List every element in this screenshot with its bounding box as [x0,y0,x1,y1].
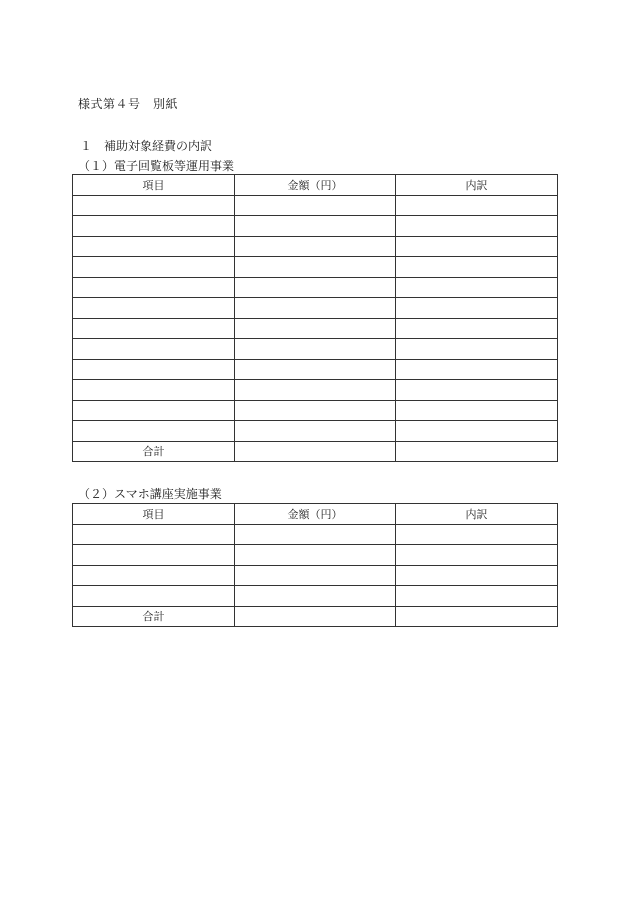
table-row [73,400,558,421]
amount-cell [235,195,396,216]
column-header-item: 項目 [73,175,235,196]
breakdown-cell [396,565,558,586]
item-cell [73,257,235,278]
total-row [73,441,558,462]
table-row [73,339,558,360]
item-cell [73,359,235,380]
breakdown-cell [396,400,558,421]
item-cell [73,195,235,216]
amount-cell [235,421,396,442]
amount-cell [235,359,396,380]
amount-cell [235,400,396,421]
column-header-item: 項目 [73,504,235,525]
section1-body [73,195,558,462]
breakdown-cell [396,545,558,566]
item-cell [73,298,235,319]
breakdown-cell [396,380,558,401]
breakdown-cell [396,339,558,360]
column-header-breakdown: 内訳 [396,504,558,525]
table-header-row [73,175,558,196]
amount-cell [235,318,396,339]
item-cell [73,236,235,257]
table-row [73,216,558,237]
section2-table [72,503,558,627]
section2-title: （２）スマホ講座実施事業 [78,487,222,501]
total-amount-cell [235,606,396,627]
breakdown-cell [396,359,558,380]
item-cell [73,565,235,586]
item-cell [73,216,235,237]
amount-cell [235,216,396,237]
amount-cell [235,339,396,360]
table-row [73,236,558,257]
amount-cell [235,277,396,298]
column-header-amount: 金額（円） [235,504,396,525]
column-header-breakdown: 内訳 [396,175,558,196]
amount-cell [235,586,396,607]
amount-cell [235,565,396,586]
item-cell [73,586,235,607]
total-label: 合計 [73,441,235,462]
breakdown-cell [396,277,558,298]
total-breakdown-cell [396,441,558,462]
item-cell [73,524,235,545]
amount-cell [235,257,396,278]
amount-cell [235,298,396,319]
item-cell [73,421,235,442]
table-row [73,545,558,566]
section-heading: １ 補助対象経費の内訳 [80,139,213,153]
breakdown-cell [396,586,558,607]
total-label: 合計 [73,606,235,627]
total-row [73,606,558,627]
breakdown-cell [396,236,558,257]
item-cell [73,400,235,421]
breakdown-cell [396,421,558,442]
amount-cell [235,524,396,545]
breakdown-cell [396,318,558,339]
column-header-amount: 金額（円） [235,175,396,196]
amount-cell [235,380,396,401]
table-row [73,318,558,339]
amount-cell [235,545,396,566]
breakdown-cell [396,298,558,319]
section1-table [72,174,558,462]
table-header-row [73,504,558,525]
total-breakdown-cell [396,606,558,627]
breakdown-cell [396,216,558,237]
table-row [73,565,558,586]
table-row [73,257,558,278]
amount-cell [235,236,396,257]
table-row [73,524,558,545]
item-cell [73,339,235,360]
item-cell [73,545,235,566]
total-amount-cell [235,441,396,462]
table-row [73,298,558,319]
section1-title: （１）電子回覧板等運用事業 [78,159,235,173]
form-label: 様式第４号 別紙 [78,97,179,111]
table-row [73,586,558,607]
item-cell [73,380,235,401]
item-cell [73,277,235,298]
breakdown-cell [396,257,558,278]
table-row [73,195,558,216]
breakdown-cell [396,195,558,216]
table-row [73,421,558,442]
item-cell [73,318,235,339]
table-row [73,359,558,380]
breakdown-cell [396,524,558,545]
section2-body [73,524,558,627]
table-row [73,277,558,298]
table-row [73,380,558,401]
